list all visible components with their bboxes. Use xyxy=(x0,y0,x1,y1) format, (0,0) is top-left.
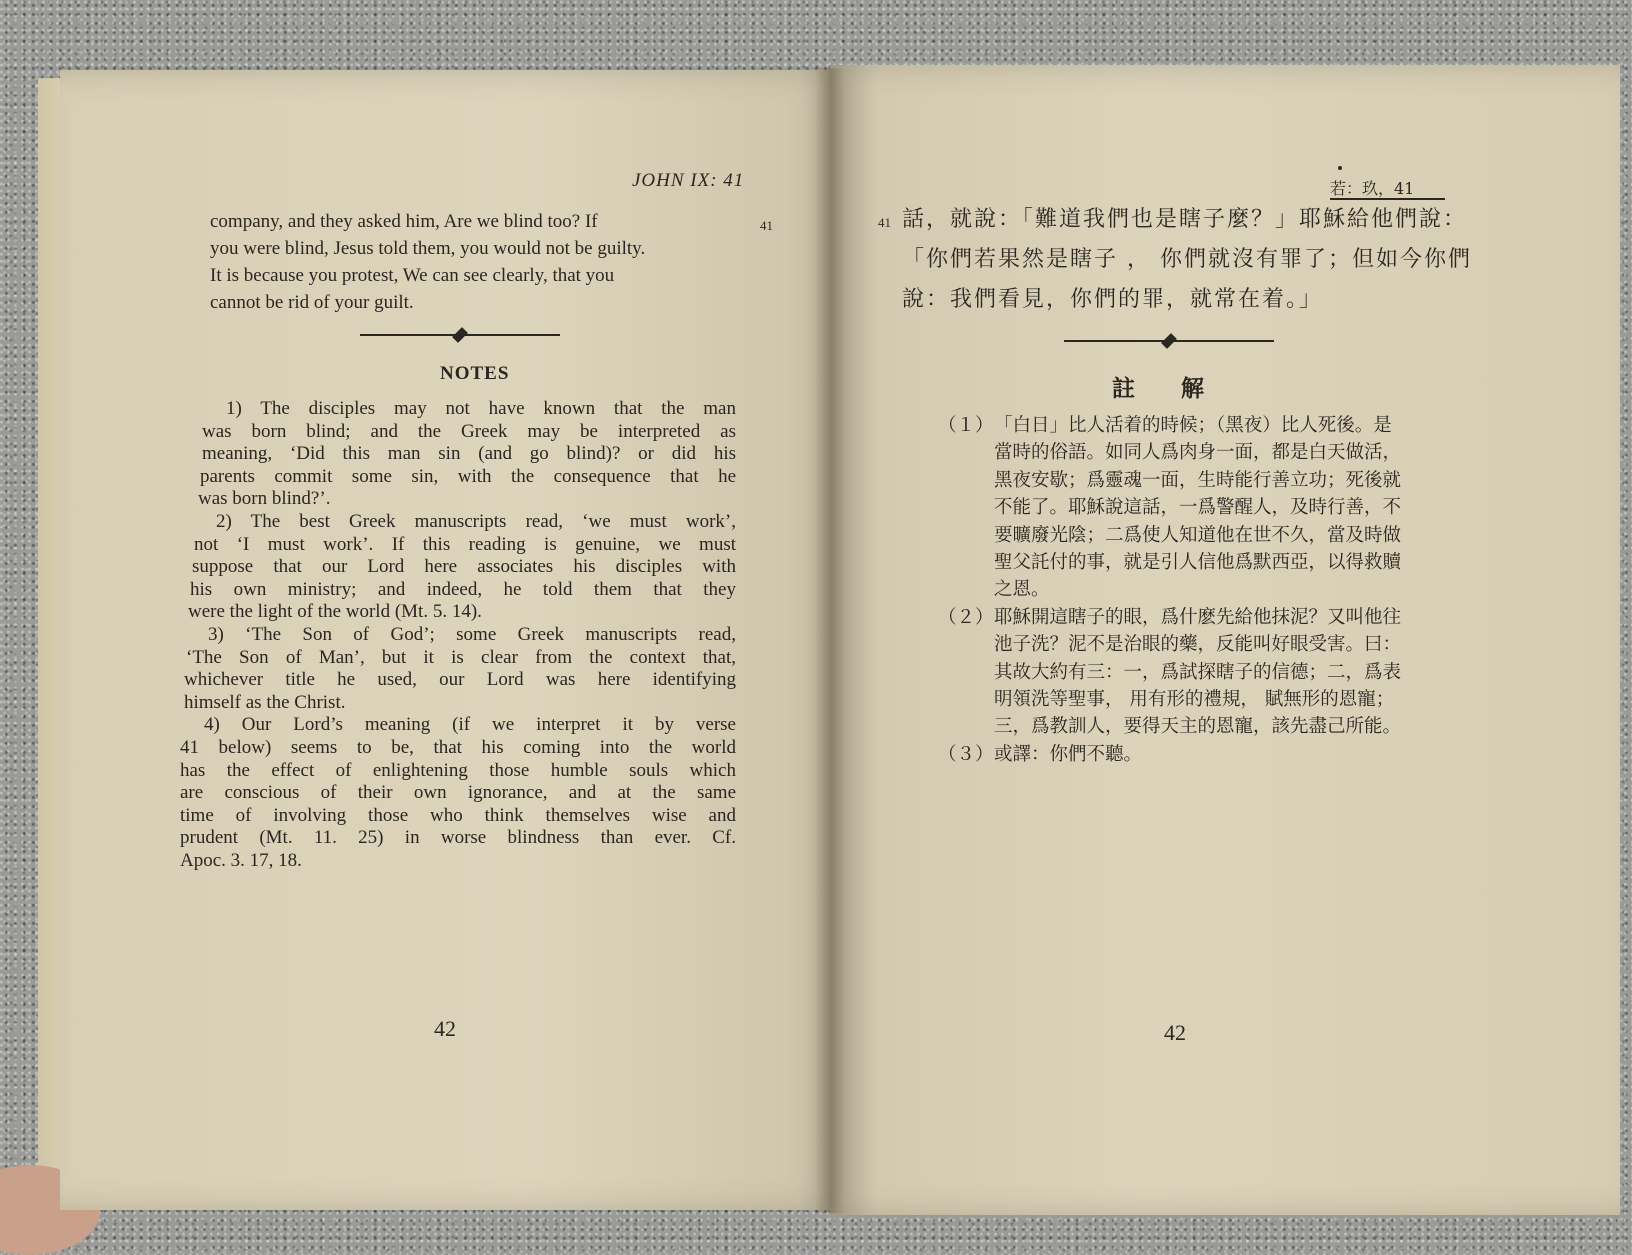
notes-chinese xyxy=(938,412,1458,768)
note-line: parents commit some sin, with the consequence that he xyxy=(200,465,736,487)
ornament-divider-right xyxy=(1064,340,1274,342)
verse-number-left: 41 xyxy=(760,218,773,233)
page-number-right: 42 xyxy=(1164,1020,1186,1045)
page-number-left: 42 xyxy=(434,1016,456,1041)
note-1-line: （１）「白日」比人活着的時候；（黑夜）比人死後。是 xyxy=(938,412,1458,439)
note-line: Apoc. 3. 17, 18. xyxy=(180,849,302,871)
notes-english xyxy=(180,398,736,872)
ink-dot xyxy=(1338,166,1342,170)
note-line: his own ministry; and indeed, he told them that they xyxy=(190,578,736,600)
note-1-line: 不能了。耶穌說這話，一爲警醒人，及時行善，不 xyxy=(994,497,1402,519)
note-2-line: 池子洗？泥不是治眼的藥，反能叫好眼受害。曰： xyxy=(994,634,1402,656)
verse-line: cannot be rid of your guilt. xyxy=(210,292,414,313)
note-line: has the effect of enlightening those humble souls which xyxy=(180,759,736,781)
note-2-line: 明領洗等聖事， 用有形的禮規， 賦無形的恩寵； xyxy=(994,689,1395,711)
verse-line: 「你們若果然是瞎子 ， 你們就沒有罪了；但如今你們 xyxy=(902,247,1472,272)
notes-title: NOTES xyxy=(440,363,510,384)
note-2-line: （２）耶穌開這瞎子的眼，爲什麽先給他抹泥？又叫他往 xyxy=(938,604,1458,631)
verse-line: you were blind, Jesus told them, you would not be guilty. xyxy=(210,238,646,259)
note-1-line: 黑夜安歇；爲靈魂一面，生時能行善立功；死後就 xyxy=(994,469,1402,491)
note-line: 41 below) seems to be, that his coming into the world xyxy=(180,736,736,758)
running-head-left: JOHN IX: 41 xyxy=(632,170,745,191)
note-2-line: 其故大約有三：一，爲試探瞎子的信德；二，爲表 xyxy=(994,661,1402,683)
notes-title-chinese: 註解 xyxy=(1112,376,1250,402)
note-line: time of involving those who think themselves wise and xyxy=(180,804,736,826)
note-line: whichever title he used, our Lord was here identifying xyxy=(184,669,736,691)
note-1-line: 之恩。 xyxy=(994,579,1050,601)
note-line: was born blind?’. xyxy=(198,488,331,510)
note-2-line: 三，爲教訓人，要得天主的恩寵，該先盡己所能。 xyxy=(994,716,1402,738)
note-line: meaning, ‘Did this man sin (and go blind)? or did his xyxy=(202,443,736,465)
note-line: 3) ‘The Son of God’; some Greek manuscripts read, xyxy=(208,623,736,645)
verse-line: company, and they asked him, Are we blind too? If xyxy=(210,211,598,232)
note-3-line: （３）或譯：你們不聽。 xyxy=(938,741,1458,768)
verse-text-english xyxy=(210,208,750,316)
verse-text-chinese xyxy=(902,200,1472,320)
verse-line: It is because you protest, We can see clearly, that you xyxy=(210,265,615,286)
ornament-divider-left xyxy=(360,334,560,336)
note-line: 1) The disciples may not have known that the man xyxy=(226,398,736,419)
note-line: not ‘I must work’. If this reading is genuine, we must xyxy=(194,533,736,555)
note-line: ‘The Son of Man’, but it is clear from the context that, xyxy=(186,646,736,668)
note-marker: （３） xyxy=(938,743,994,765)
note-1-line: 要曠廢光陰；二爲使人知道他在世不久，當及時做 xyxy=(994,524,1402,546)
note-line: are conscious of their own ignorance, and at the same xyxy=(180,782,736,804)
note-line: suppose that our Lord here associates his disciples with xyxy=(192,556,736,578)
note-line: were the light of the world (Mt. 5. 14). xyxy=(188,601,482,623)
note-line: 2) The best Greek manuscripts read, ‘we must work’, xyxy=(216,510,736,532)
note-line: prudent (Mt. 11. 25) in worse blindness than ever. Cf. xyxy=(180,827,736,849)
verse-line: 說：我們看見，你們的罪，就常在着。」 xyxy=(902,287,1324,312)
verse-line: 話，就說：「難道我們也是瞎子麼？」耶穌給他們說： xyxy=(902,207,1468,232)
note-line: was born blind; and the Greek may be interpreted as xyxy=(202,420,736,442)
verse-number-right: 41 xyxy=(878,215,891,230)
note-line: himself as the Christ. xyxy=(184,691,346,713)
note-marker: （２） xyxy=(938,606,994,628)
note-1-line: 聖父託付的事，就是引人信他爲默西亞，以得救贖 xyxy=(994,552,1402,574)
note-1-line: 當時的俗語。如同人爲肉身一面，都是白天做活， xyxy=(994,442,1402,464)
running-head-right: 若：玖，41 xyxy=(1330,179,1415,198)
note-line: 4) Our Lord’s meaning (if we interpret it by verse xyxy=(204,714,736,736)
book-gutter xyxy=(815,68,845,1213)
note-marker: （１） xyxy=(938,415,994,436)
